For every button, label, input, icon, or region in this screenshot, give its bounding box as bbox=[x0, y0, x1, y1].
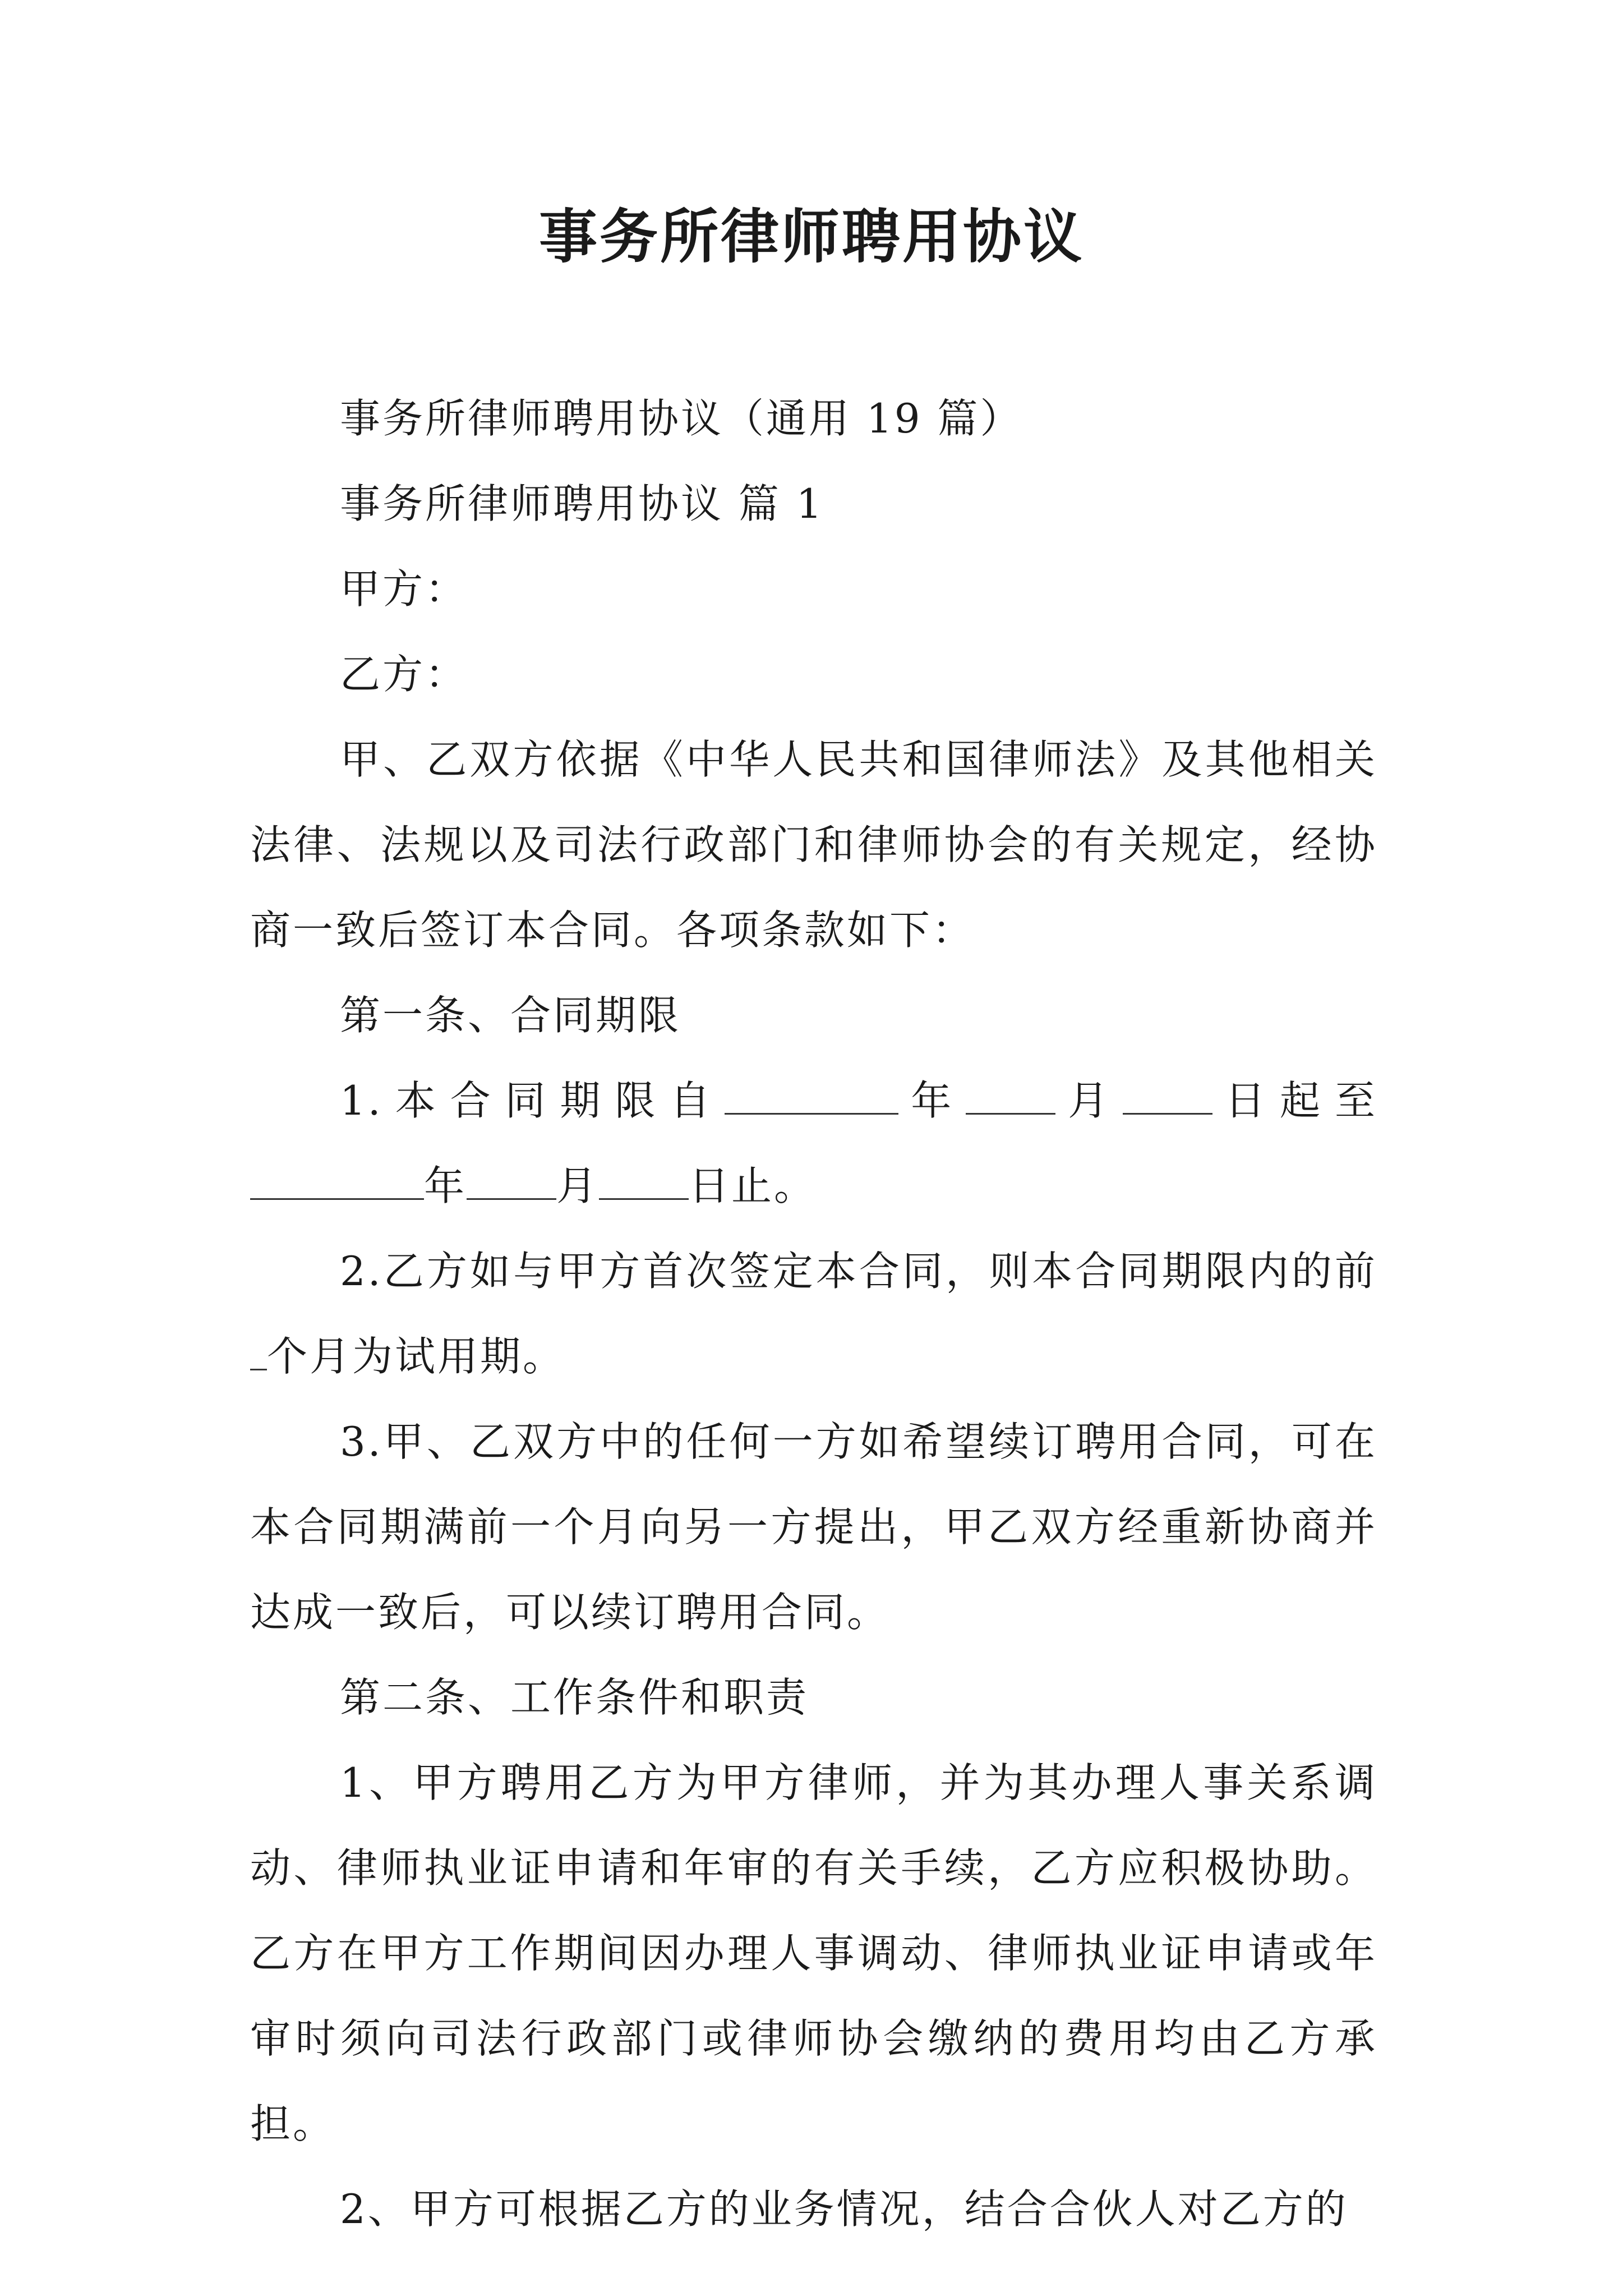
blank-end-month bbox=[467, 1165, 556, 1200]
document-body bbox=[250, 376, 1377, 2252]
section-heading: 事务所律师聘用协议 篇 1 bbox=[340, 480, 824, 527]
clause-1-2-start: 2.乙方如与甲方首次签定本合同，则本合同期限内的前 bbox=[340, 1248, 1377, 1295]
blank-start-year bbox=[725, 1079, 898, 1115]
clause-1-1-to-label: 日起至 bbox=[1212, 1077, 1377, 1124]
clause-1-1 bbox=[250, 1058, 1377, 1228]
clause-1-1-month-label: 月 bbox=[1055, 1077, 1123, 1124]
clause-1-2 bbox=[250, 1228, 1377, 1399]
blank-start-day bbox=[1123, 1079, 1212, 1115]
clause-2-1: 1、甲方聘用乙方为甲方律师，并为其办理人事关系调动、律师执业证申请和年审的有关手续，乙方应积极协助。乙方在甲方工作期间因办理人事调动、律师执业证申请或年审时须向司法行政部门或律师协会缴纳的费用均由乙方承担。 bbox=[250, 1759, 1377, 2147]
article-1-title: 第一条、合同期限 bbox=[340, 992, 681, 1039]
party-a-line: 甲方： bbox=[340, 565, 468, 613]
party-b-line: 乙方： bbox=[340, 651, 468, 698]
blank-probation-months bbox=[250, 1335, 267, 1370]
clause-1-1-end-month-label: 月 bbox=[556, 1162, 600, 1209]
subtitle-line: 事务所律师聘用协议（通用 19 篇） bbox=[340, 395, 1023, 442]
blank-end-day bbox=[599, 1165, 689, 1200]
blank-end-year bbox=[250, 1165, 424, 1200]
document-title: 事务所律师聘用协议 bbox=[538, 202, 1084, 271]
clause-1-1-end: 日止。 bbox=[689, 1162, 817, 1209]
intro-paragraph: 甲、乙双方依据《中华人民共和国律师法》及其他相关法律、法规以及司法行政部门和律师协会的有关规定，经协商一致后签订本合同。各项条款如下： bbox=[250, 736, 1377, 954]
article-2-title: 第二条、工作条件和职责 bbox=[340, 1674, 809, 1721]
clause-1-1-end-year-label: 年 bbox=[424, 1162, 467, 1209]
blank-start-month bbox=[966, 1079, 1055, 1115]
clause-1-1-year-label: 年 bbox=[898, 1077, 966, 1124]
clause-1-1-start: 1.本合同期限自 bbox=[340, 1077, 725, 1124]
clause-2-2: 2、甲方可根据乙方的业务情况，结合合伙人对乙方的 bbox=[340, 2185, 1348, 2233]
clause-1-3: 3.甲、乙双方中的任何一方如希望续订聘用合同，可在本合同期满前一个月向另一方提出，甲乙双方经重新协商并达成一致后，可以续订聘用合同。 bbox=[250, 1418, 1377, 1636]
clause-1-2-end: 个月为试用期。 bbox=[267, 1333, 566, 1380]
